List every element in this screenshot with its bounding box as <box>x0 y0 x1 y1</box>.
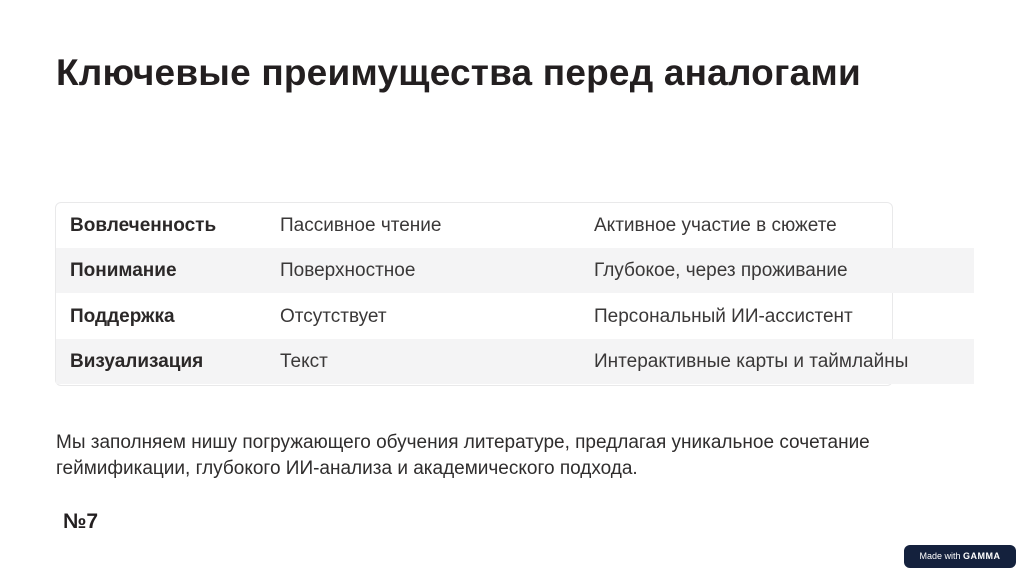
table-row <box>56 248 974 293</box>
page-number: №7 <box>63 510 99 533</box>
analogs-cell: Отсутствует <box>280 306 387 327</box>
analogs-cell: Текст <box>280 351 328 372</box>
ours-cell: Активное участие в сюжете <box>594 215 837 236</box>
badge-prefix: Made with <box>919 551 961 561</box>
analogs-cell: Поверхностное <box>280 260 416 281</box>
ours-cell: Глубокое, через проживание <box>594 260 848 281</box>
summary-paragraph: Мы заполняем нишу погружающего обучения литературе, предлагая уникальное сочетание геймификации, глубокого ИИ-анализа и академического подхода. <box>56 432 870 479</box>
comparison-table <box>55 202 909 386</box>
analogs-cell: Пассивное чтение <box>280 215 442 236</box>
ours-cell: Персональный ИИ-ассистент <box>594 306 853 327</box>
table-row <box>56 203 974 248</box>
slide-title: Ключевые преимущества перед аналогами <box>56 52 861 93</box>
table-row <box>56 294 974 339</box>
feature-cell: Поддержка <box>70 306 175 327</box>
gamma-logo: GAMMA <box>963 551 1001 561</box>
feature-cell: Понимание <box>70 260 177 281</box>
feature-cell: Вовлеченность <box>70 215 217 236</box>
table-row <box>56 339 974 384</box>
ours-cell: Интерактивные карты и таймлайны <box>594 351 909 372</box>
made-with-gamma-badge[interactable] <box>904 545 1016 568</box>
feature-cell: Визуализация <box>70 351 204 372</box>
